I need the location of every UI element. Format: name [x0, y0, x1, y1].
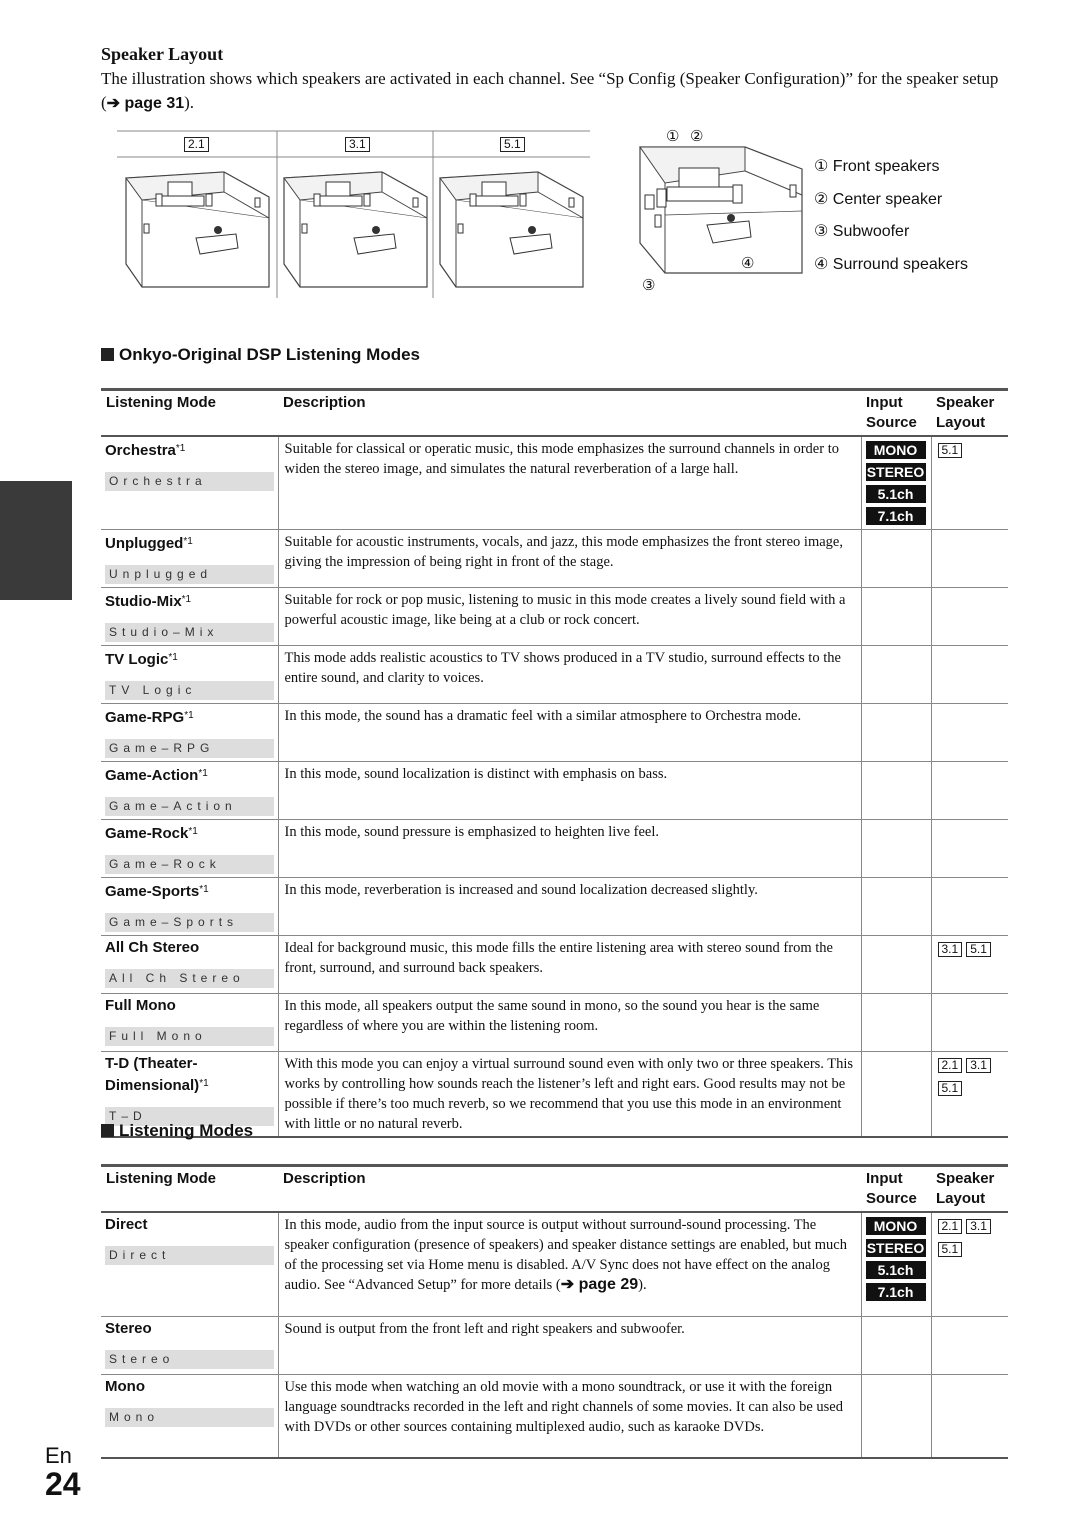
speaker-layout-cell [931, 878, 1008, 936]
lcd-display-text: Unplugged [105, 565, 274, 584]
table-row [101, 820, 1008, 878]
table-row [101, 878, 1008, 936]
section-side-tab [0, 481, 72, 600]
input-source-badge-7-1ch: 7.1ch [866, 507, 926, 525]
description-text: Suitable for rock or pop music, listening to music in this mode creates a lively sound field with a powerful acoustic image, like being at a club or rock concert. [284, 592, 846, 628]
description-text: This mode adds realistic acoustics to TV shows produced in a TV studio, surround effects to the entire sound, and clarity to voices. [284, 650, 841, 686]
layout-panel-2-1-label: 2.1 [184, 137, 209, 152]
legend-front: ① Front speakers [814, 158, 940, 175]
mode-cell [101, 646, 278, 704]
description-text: In this mode, sound pressure is emphasized to heighten live feel. [284, 824, 659, 840]
layout-panel-5-1-label: 5.1 [500, 137, 525, 152]
speaker-layout-cell [931, 762, 1008, 820]
description-text: In this mode, sound localization is distinct with emphasis on bass. [284, 766, 668, 782]
marker-subwoofer: ③ [642, 278, 656, 294]
speaker-layout-heading: Speaker Layout [101, 44, 224, 64]
mode-name-text: Game-RPG [105, 709, 185, 726]
language-label: En [45, 1443, 72, 1468]
speaker-layout-cell [931, 436, 1008, 530]
lcd-display-text: Game–RPG [105, 739, 274, 758]
mode-name [105, 1319, 274, 1339]
speaker-layout-badge: 3.1 [966, 1219, 991, 1234]
dsp-title-text: Onkyo-Original DSP Listening Modes [119, 345, 421, 364]
speaker-layout-badge: 2.1 [938, 1219, 963, 1234]
mode-description [278, 1052, 861, 1138]
mode-description [278, 936, 861, 994]
mode-name [105, 1215, 274, 1235]
speaker-layout-cell [931, 1212, 1008, 1316]
speaker-layout-badge: 3.1 [966, 1058, 991, 1073]
mode-description [278, 588, 861, 646]
input-source-cell [861, 762, 931, 820]
legend-center: ② Center speaker [814, 190, 943, 208]
page-ref-link[interactable]: ➔ page 31 [106, 95, 185, 112]
mode-name-text: TV Logic [105, 651, 169, 668]
speaker-layout-intro [101, 67, 1006, 116]
header-listening-mode: Listening Mode [106, 1170, 216, 1187]
lcd-display-text: Mono [105, 1408, 274, 1427]
mode-name [105, 996, 274, 1016]
speaker-position-illustration [637, 125, 807, 300]
description-text: Ideal for background music, this mode fills the entire listening area with stereo sound from the front, surround, and surround back speakers. [284, 940, 833, 976]
table-row [101, 1374, 1008, 1458]
input-source-cell [861, 1316, 931, 1374]
header-speaker-layout: Speaker Layout [936, 394, 995, 431]
speaker-layout-cell [931, 820, 1008, 878]
lcd-display-text: Game–Sports [105, 913, 274, 932]
table-row [101, 704, 1008, 762]
layout-panel-3-1-label: 3.1 [345, 137, 370, 152]
footnote-marker: *1 [188, 826, 198, 837]
input-source-badge-mono: MONO [866, 1217, 926, 1235]
mode-description [278, 994, 861, 1052]
table-row [101, 1212, 1008, 1316]
mode-cell [101, 1316, 278, 1374]
input-source-cell [861, 820, 931, 878]
input-source-cell [861, 588, 931, 646]
description-text: In this mode, the sound has a dramatic feel with a similar atmosphere to Orchestra mode. [284, 708, 802, 724]
speaker-layout-cell [931, 994, 1008, 1052]
table-row [101, 1316, 1008, 1374]
lcd-display-text: Direct [105, 1246, 274, 1265]
mode-name [105, 764, 274, 786]
mode-name-text: Game-Sports [105, 883, 200, 900]
footnote-marker: *1 [198, 768, 208, 779]
input-source-cell [861, 1374, 931, 1458]
legend-surround: ④ Surround speakers [814, 255, 968, 273]
speaker-layout-panels [117, 130, 590, 298]
input-source-badge-5-1ch: 5.1ch [866, 485, 926, 503]
mode-cell [101, 878, 278, 936]
description-text: Use this mode when watching an old movie with a mono soundtrack, or use it with the foreign language soundtracks recorded in the left and right channels of some movies. It can also be used with DVDs or other sources containing multiplexed audio, such as karaoke DVDs. [284, 1378, 843, 1435]
header-description: Description [283, 1170, 366, 1187]
speaker-layout-cell [931, 936, 1008, 994]
mode-name-text: All Ch Stereo [105, 939, 200, 956]
mode-description [278, 436, 861, 530]
lcd-display-text: All Ch Stereo [105, 969, 274, 988]
lcd-display-text: Studio–Mix [105, 623, 274, 642]
table-row [101, 588, 1008, 646]
table-row [101, 646, 1008, 704]
page-number: 24 [45, 1466, 81, 1502]
description-text: Suitable for acoustic instruments, vocals, and jazz, this mode emphasizes the front stereo image, giving the impression of being right in front of the stage. [284, 534, 843, 570]
mode-name-text: Game-Rock [105, 825, 189, 842]
listening-modes-table [101, 1164, 1008, 1459]
mode-description [278, 762, 861, 820]
mode-cell [101, 1212, 278, 1316]
footnote-marker: *1 [199, 1078, 209, 1089]
footnote-marker: *1 [181, 594, 192, 605]
input-source-badge-7-1ch: 7.1ch [866, 1283, 926, 1301]
mode-name-text: Game-Action [105, 767, 199, 784]
input-source-cell [861, 646, 931, 704]
mode-name-text: Unplugged [105, 535, 184, 552]
mode-description [278, 704, 861, 762]
input-source-cell [861, 1212, 931, 1316]
speaker-layout-cell [931, 588, 1008, 646]
footnote-marker: *1 [183, 536, 193, 547]
input-source-cell [861, 530, 931, 588]
intro-text: The illustration shows which speakers are activated in each channel. See “Sp Config (Speaker Configuration)” for the speaker setup ( [101, 69, 999, 112]
speaker-layout-badge: 5.1 [938, 443, 963, 458]
marker-center: ② [690, 129, 704, 145]
legend-subwoofer: ③ Subwoofer [814, 223, 910, 240]
description-text: In this mode, reverberation is increased and sound localization decreased slightly. [284, 882, 758, 898]
lm-title-text: Listening Modes [119, 1121, 254, 1140]
footnote-marker: *1 [199, 884, 209, 895]
mode-name [105, 1377, 274, 1397]
mode-name [105, 822, 274, 844]
marker-surround: ④ [741, 256, 755, 272]
lm-section-title [101, 1121, 253, 1141]
mode-name-text: Full Mono [105, 997, 176, 1014]
lcd-display-text: T–D [105, 1107, 274, 1126]
lcd-display-text: Game–Action [105, 797, 274, 816]
mode-name [105, 706, 274, 728]
mode-name-text: Studio-Mix [105, 593, 182, 610]
table-row [101, 936, 1008, 994]
lcd-display-text: Game–Rock [105, 855, 274, 874]
mode-description [278, 820, 861, 878]
table-row [101, 530, 1008, 588]
mode-cell [101, 994, 278, 1052]
mode-description [278, 1374, 861, 1458]
lcd-display-text: Orchestra [105, 472, 274, 491]
mode-name-text: Direct [105, 1216, 148, 1233]
input-source-cell [861, 878, 931, 936]
mode-description [278, 1212, 861, 1316]
description-text: Suitable for classical or operatic music, this mode emphasizes the surround channels in order to widen the stereo image, and simulates the natural reverberation of a large hall. [284, 441, 839, 477]
input-source-cell [861, 436, 931, 530]
speaker-layout-badge: 5.1 [938, 1242, 963, 1257]
mode-description [278, 530, 861, 588]
speaker-layout-cell [931, 1316, 1008, 1374]
speaker-layout-badge: 2.1 [938, 1058, 963, 1073]
lcd-display-text: Stereo [105, 1350, 274, 1369]
lcd-display-text: TV Logic [105, 681, 274, 700]
page-ref-link[interactable]: ➔ page 29 [560, 1276, 639, 1293]
speaker-layout-badge: 3.1 [938, 942, 963, 957]
speaker-layout-cell [931, 1374, 1008, 1458]
mode-name [105, 532, 274, 554]
mode-cell [101, 436, 278, 530]
intro-end: ). [184, 93, 195, 112]
mode-name-text: Stereo [105, 1319, 152, 1337]
mode-description [278, 1316, 861, 1374]
speaker-layout-cell [931, 646, 1008, 704]
mode-cell [101, 588, 278, 646]
mode-cell [101, 820, 278, 878]
dsp-section-title [101, 345, 420, 365]
input-source-cell [861, 994, 931, 1052]
mode-name [105, 648, 274, 670]
speaker-layout-badge: 5.1 [966, 942, 991, 957]
mode-cell [101, 1374, 278, 1458]
mode-name [105, 590, 274, 612]
mode-name-text: Mono [105, 1377, 145, 1395]
header-speaker-layout: Speaker Layout [936, 1170, 995, 1207]
description-text: In this mode, all speakers output the same sound in mono, so the sound you hear is the same regardless of where you are within the listening room. [284, 998, 820, 1034]
speaker-layout-cell [931, 704, 1008, 762]
mode-cell [101, 704, 278, 762]
mode-name-text: Orchestra [105, 442, 176, 459]
mode-cell [101, 762, 278, 820]
input-source-badge-5-1ch: 5.1ch [866, 1261, 926, 1279]
speaker-layout-cell [931, 530, 1008, 588]
description-end: ). [638, 1277, 647, 1293]
description-text: Sound is output from the front left and right speakers and subwoofer. [284, 1320, 685, 1337]
input-source-badge-stereo: STEREO [866, 464, 925, 480]
mode-description [278, 878, 861, 936]
header-input-source: Input Source [866, 1170, 917, 1207]
input-source-badge-mono: MONO [866, 441, 926, 459]
description-text: With this mode you can enjoy a virtual surround sound even with only two or three speakers. This works by controlling how sounds reach the listener’s left and right ears. Good results may not be possible if there’s too much reverb, so we recommend that you use this mode in an environment with little or no natural reverb. [284, 1056, 854, 1132]
mode-name [105, 439, 274, 461]
input-source-cell [861, 704, 931, 762]
input-source-badge-stereo: STEREO [866, 1240, 925, 1256]
mode-name [105, 938, 274, 958]
header-input-source: Input Source [866, 394, 917, 431]
mode-cell [101, 530, 278, 588]
table-row [101, 762, 1008, 820]
lcd-display-text: Full Mono [105, 1027, 274, 1046]
footnote-marker: *1 [184, 710, 194, 721]
dsp-modes-table [101, 388, 1008, 1138]
table-row [101, 436, 1008, 530]
footnote-marker: *1 [175, 443, 186, 454]
speaker-layout-cell [931, 1052, 1008, 1138]
mode-name [105, 1054, 274, 1096]
footnote-marker: *1 [168, 652, 178, 663]
marker-front: ① [666, 129, 680, 145]
description-text: In this mode, audio from the input source is output without surround-sound processing. The speaker configuration (presence of speakers) and speaker distance settings are enabled, but much of the processing set via Home menu is disabled. A/V Sync does not have effect on the analog audio. See “Advanced Setup” for more details ( [284, 1217, 847, 1293]
speaker-legend [814, 156, 968, 286]
header-description: Description [283, 394, 366, 411]
mode-description [278, 646, 861, 704]
mode-name-text: T-D (Theater-Dimensional) [105, 1055, 200, 1094]
mode-cell [101, 936, 278, 994]
input-source-cell [861, 936, 931, 994]
speaker-layout-badge: 5.1 [938, 1081, 963, 1096]
input-source-cell [861, 1052, 931, 1138]
table-row [101, 994, 1008, 1052]
header-listening-mode: Listening Mode [106, 394, 216, 411]
mode-name [105, 880, 274, 902]
